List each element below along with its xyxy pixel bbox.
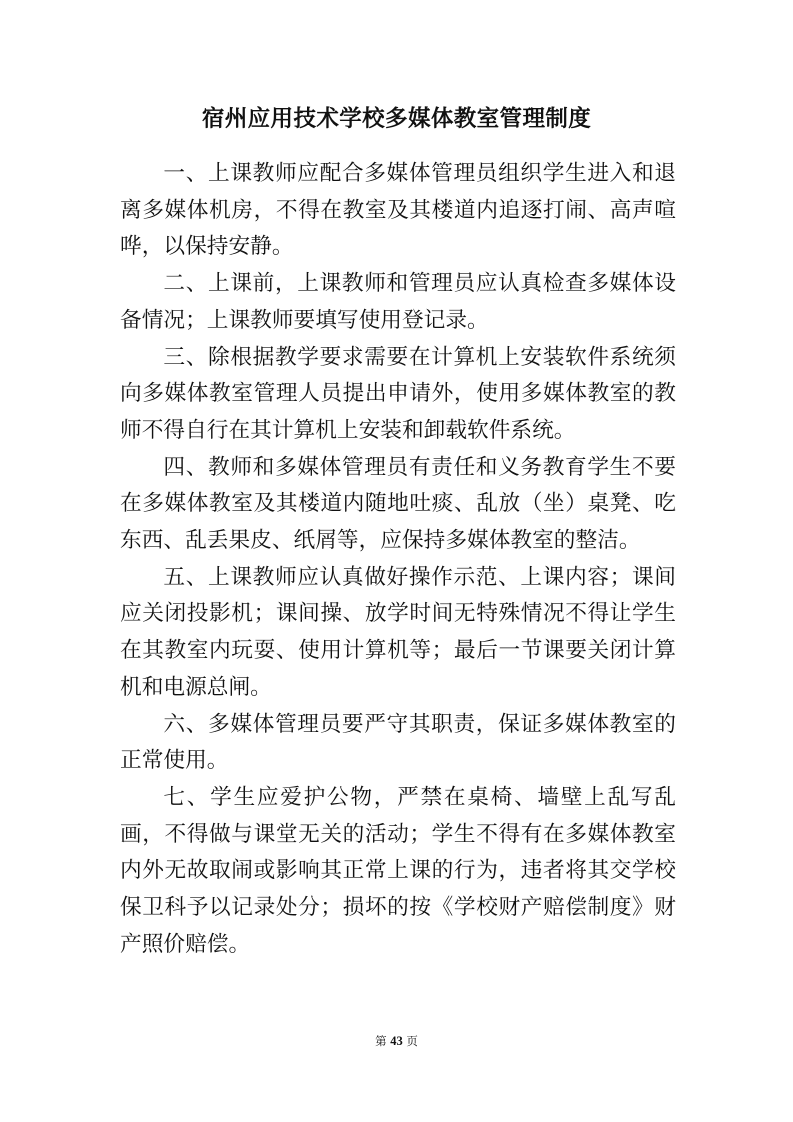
document-title: 宿州应用技术学校多媒体教室管理制度 — [201, 106, 592, 132]
paragraph-rule-5: 五、上课教师应认真做好操作示范、上课内容；课间应关闭投影机；课间操、放学时间无特殊情况不得让学生在其教室内玩耍、使用计算机等；最后一节课要关闭计算机和电源总闸。 — [120, 564, 676, 700]
paragraph-rule-4: 四、教师和多媒体管理员有责任和义务教育学生不要在多媒体教室及其楼道内随地吐痰、乱放（坐）桌凳、吃东西、乱丢果皮、纸屑等，应保持多媒体教室的整洁。 — [120, 454, 676, 554]
document-body — [120, 156, 676, 963]
paragraph-rule-7: 七、学生应爱护公物，严禁在桌椅、墙壁上乱写乱画，不得做与课堂无关的活动；学生不得有在多媒体教室内外无故取闹或影响其正常上课的行为，违者将其交学校保卫科予以记录处分；损坏的按《学校财产赔偿制度》财产照价赔偿。 — [120, 784, 676, 957]
paragraph-rule-6: 六、多媒体管理员要严守其职责，保证多媒体教室的正常使用。 — [120, 711, 676, 774]
page-number-prefix: 第 — [375, 1034, 387, 1048]
paragraph-rule-1: 一、上课教师应配合多媒体管理员组织学生进入和退离多媒体机房，不得在教室及其楼道内追逐打闹、高声喧哗，以保持安静。 — [120, 161, 676, 260]
page-number: 43 — [390, 1034, 403, 1048]
page-number-suffix: 页 — [406, 1034, 418, 1048]
paragraph-rule-2: 二、上课前，上课教师和管理员应认真检查多媒体设备情况；上课教师要填写使用登记录。 — [120, 271, 676, 333]
paragraph-rule-3: 三、除根据教学要求需要在计算机上安装软件系统须向多媒体教室管理人员提出申请外，使用多媒体教室的教师不得自行在其计算机上安装和卸载软件系统。 — [120, 344, 676, 443]
page-footer — [0, 1033, 793, 1049]
